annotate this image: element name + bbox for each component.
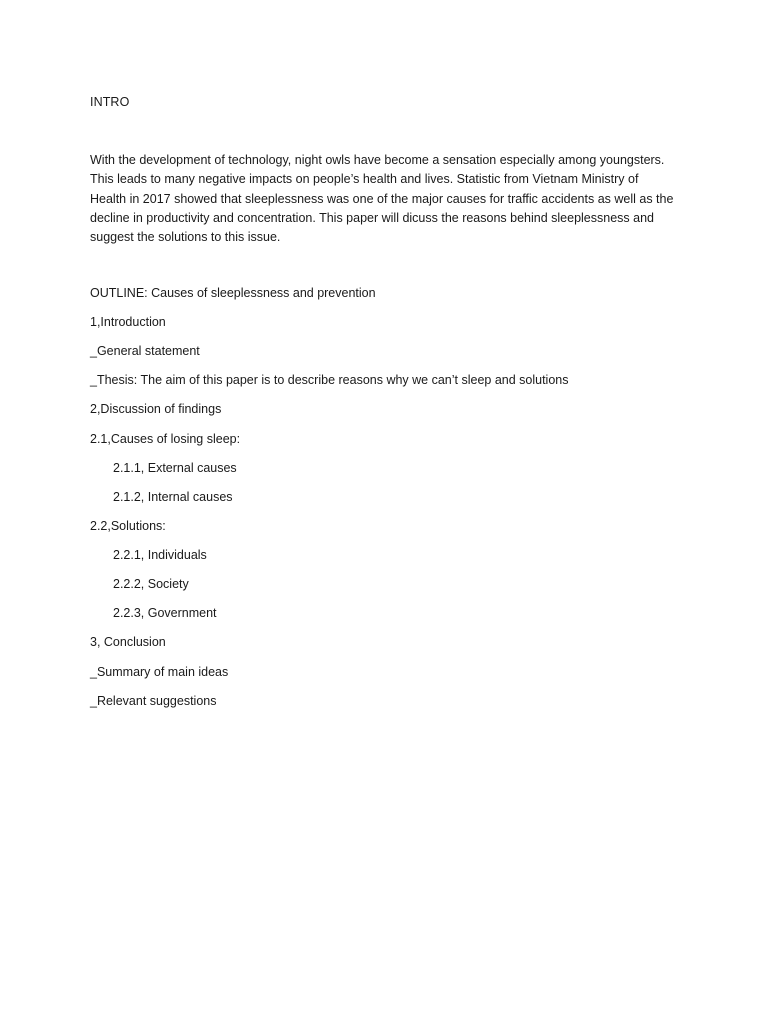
outline-item-conclusion: 3, Conclusion [90,635,166,649]
outline-item-summary: _Summary of main ideas [90,665,229,679]
outline-item-solutions: 2.2,Solutions: [90,519,166,533]
outline-subitem-internal-causes: 2.1.2, Internal causes [113,490,233,504]
intro-line: Health in 2017 showed that sleeplessness was one of the major causes for traffic accidents as well as the [90,191,674,206]
intro-line: With the development of technology, night owls have become a sensation especially among youngsters. [90,153,665,167]
outline-title: OUTLINE: Causes of sleeplessness and prevention [90,286,376,300]
intro-paragraph [90,151,690,247]
outline-subitem-individuals: 2.2.1, Individuals [113,548,207,562]
outline-subitem-society: 2.2.2, Society [113,577,189,591]
intro-line: decline in productivity and concentration. This paper will dicuss the reasons behind sleeplessness and [90,210,654,225]
outline-subitem-external-causes: 2.1.1, External causes [113,461,237,475]
intro-line: This leads to many negative impacts on people’s health and lives. Statistic from Vietnam Ministry of [90,172,639,187]
outline-item-general-statement: _General statement [90,344,200,358]
outline-item-suggestions: _Relevant suggestions [90,694,217,708]
outline-item-thesis: _Thesis: The aim of this paper is to describe reasons why we can’t sleep and solutions [90,373,569,387]
outline-item-discussion: 2,Discussion of findings [90,402,222,416]
intro-line: suggest the solutions to this issue. [90,230,281,245]
outline-item-causes: 2.1,Causes of losing sleep: [90,432,241,446]
outline-item-introduction: 1,Introduction [90,315,166,329]
outline-subitem-government: 2.2.3, Government [113,606,217,620]
intro-heading: INTRO [90,95,130,109]
